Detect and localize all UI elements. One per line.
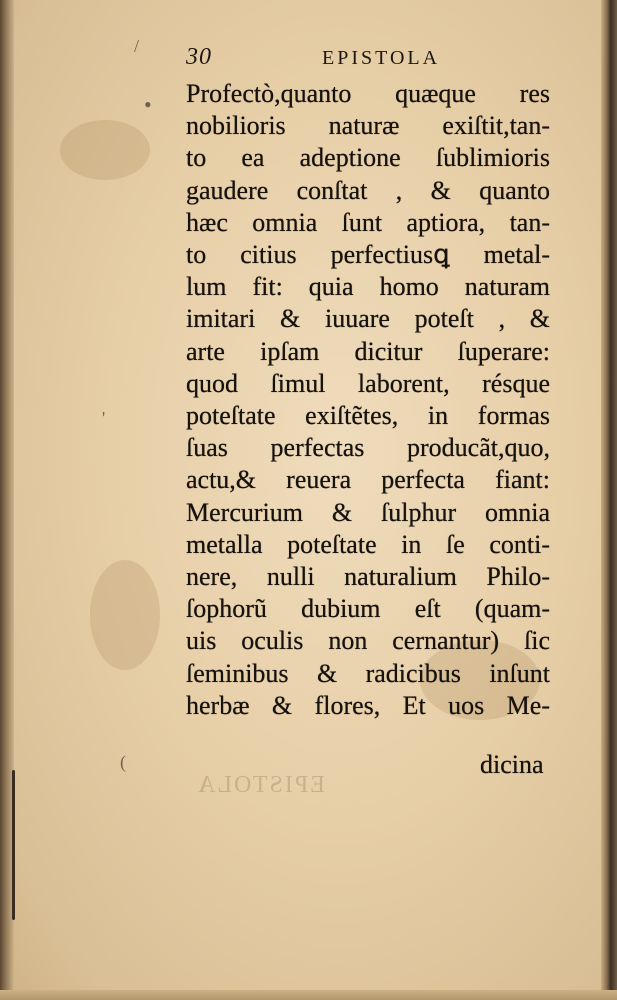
text-line: nobilioris naturæ exiſtit,tan- [186, 111, 550, 141]
ink-dot: • [144, 92, 152, 117]
text-line: ſuas perfectas producãt,quo, [186, 433, 550, 463]
ink-mark: ' [102, 408, 106, 428]
page-header [186, 44, 476, 74]
ink-mark: / [134, 36, 140, 56]
text-line: Profectò,quanto quæque res [186, 79, 550, 108]
running-head: EPISTOLA [322, 47, 441, 69]
text-line: gaudere conſtat , & quanto [186, 175, 550, 205]
show-through-text: EPISTOLA [196, 772, 325, 798]
catchword: dicina [480, 750, 544, 779]
text-line: to ea adeptione ſublimioris [186, 143, 550, 173]
text-line: ſeminibus & radicibus inſunt [186, 658, 550, 688]
text-line: imitari & iuuare poteſt , & [186, 304, 550, 334]
bottom-edge [0, 990, 617, 1000]
text-line: arte ipſam dicitur ſuperare: [186, 336, 550, 366]
binding-shadow [12, 770, 15, 920]
text-line: lum fit: quia homo naturam [186, 272, 550, 302]
text-line: poteſtate exiſtẽtes, in formas [186, 401, 550, 431]
text-line: metalla poteſtate in ſe conti- [186, 529, 550, 559]
text-line: quod ſimul laborent, résque [186, 368, 550, 398]
text-line: to citius perfectiusꝗ metal- [186, 240, 550, 270]
text-line: hæc omnia ſunt aptiora, tan- [186, 207, 550, 237]
text-line: uis oculis non cernantur) ſic [186, 626, 550, 656]
text-line: actu,& reuera perfecta fiant: [186, 465, 550, 495]
text-line: ſophorũ dubium eſt (quam- [186, 594, 550, 624]
body-text [186, 78, 566, 722]
page-number: 30 [186, 44, 212, 70]
page-stack-edge [601, 0, 617, 1000]
paper-stain [60, 120, 150, 180]
text-line: herbæ & flores, Et uos Me- [186, 690, 550, 720]
text-line: nere, nulli naturalium Philo- [186, 562, 550, 592]
ink-mark: ( [120, 752, 126, 772]
paper-stain [90, 560, 160, 670]
text-line: Mercurium & ſulphur omnia [186, 497, 550, 527]
